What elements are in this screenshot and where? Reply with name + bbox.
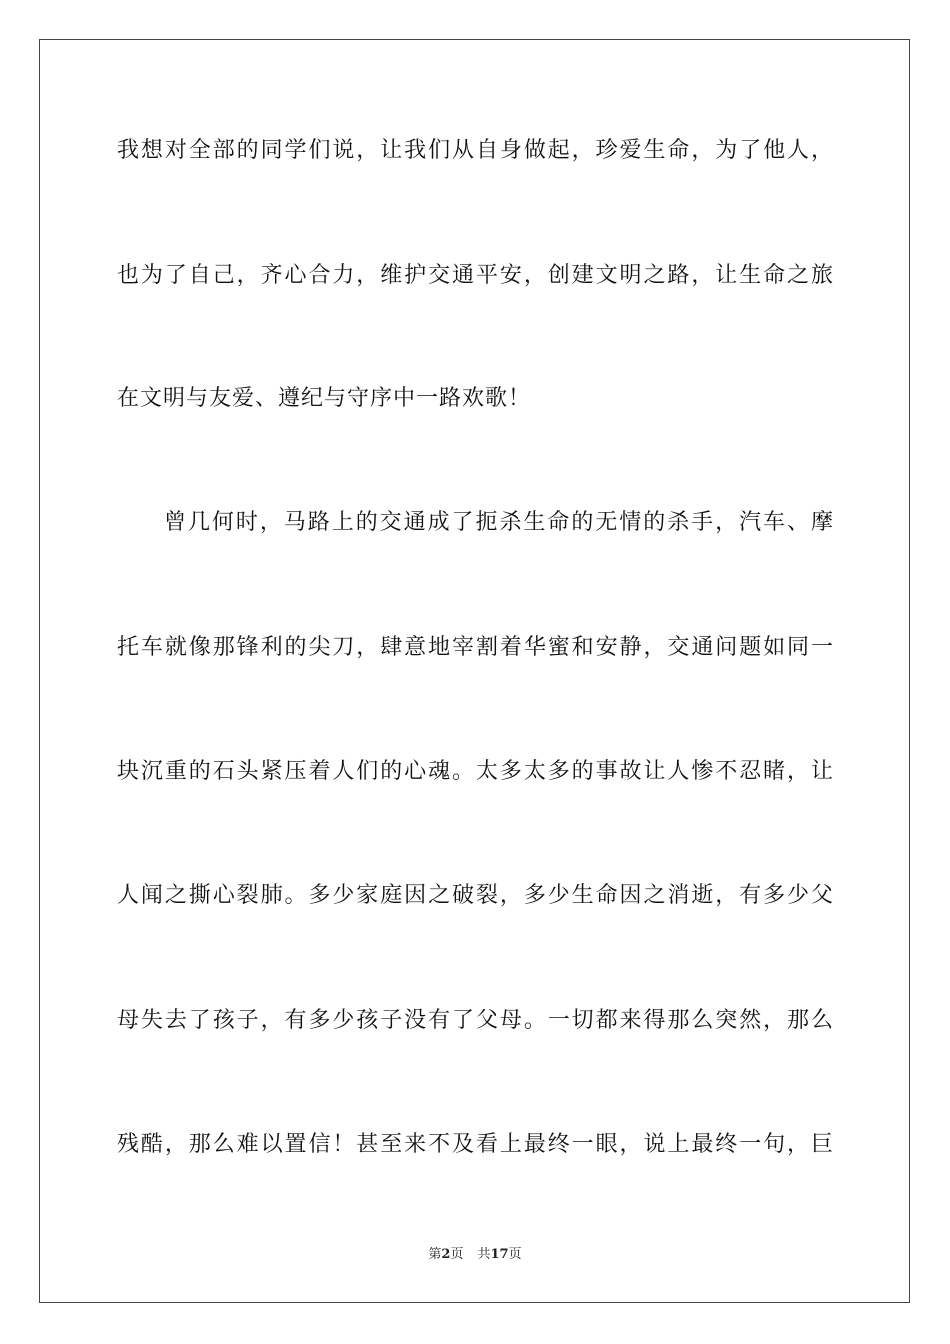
paragraph-line: 曾几何时，马路上的交通成了扼杀生命的无情的杀手，汽车、摩 (164, 510, 833, 535)
total-pages: 17 (490, 1247, 509, 1262)
paragraph-line: 残酷，那么难以置信！甚至来不及看上最终一眼，说上最终一句，巨 (117, 1132, 833, 1157)
page-suffix: 页 (450, 1247, 464, 1262)
page-number: 2 (441, 1247, 451, 1262)
page-footer (0, 1246, 950, 1264)
page-border (39, 39, 910, 1303)
paragraph-line: 我想对全部的同学们说，让我们从自身做起，珍爱生命，为了他人， (117, 138, 833, 163)
total-prefix: 共 (477, 1247, 491, 1262)
paragraph-line: 块沉重的石头紧压着人们的心魂。太多太多的事故让人惨不忍睹，让 (117, 759, 833, 784)
paragraph-line: 母失去了孩子，有多少孩子没有了父母。一切都来得那么突然，那么 (117, 1008, 833, 1033)
page-prefix: 第 (428, 1247, 442, 1262)
paragraph-line: 人闻之撕心裂肺。多少家庭因之破裂，多少生命因之消逝，有多少父 (117, 883, 833, 908)
paragraph-line: 在文明与友爱、遵纪与守序中一路欢歌！ (117, 386, 532, 411)
paragraph-line: 托车就像那锋利的尖刀，肆意地宰割着华蜜和安静，交通问题如同一 (117, 635, 833, 660)
paragraph-line: 也为了自己，齐心合力，维护交通平安，创建文明之路，让生命之旅 (117, 263, 833, 288)
total-suffix: 页 (508, 1247, 522, 1262)
